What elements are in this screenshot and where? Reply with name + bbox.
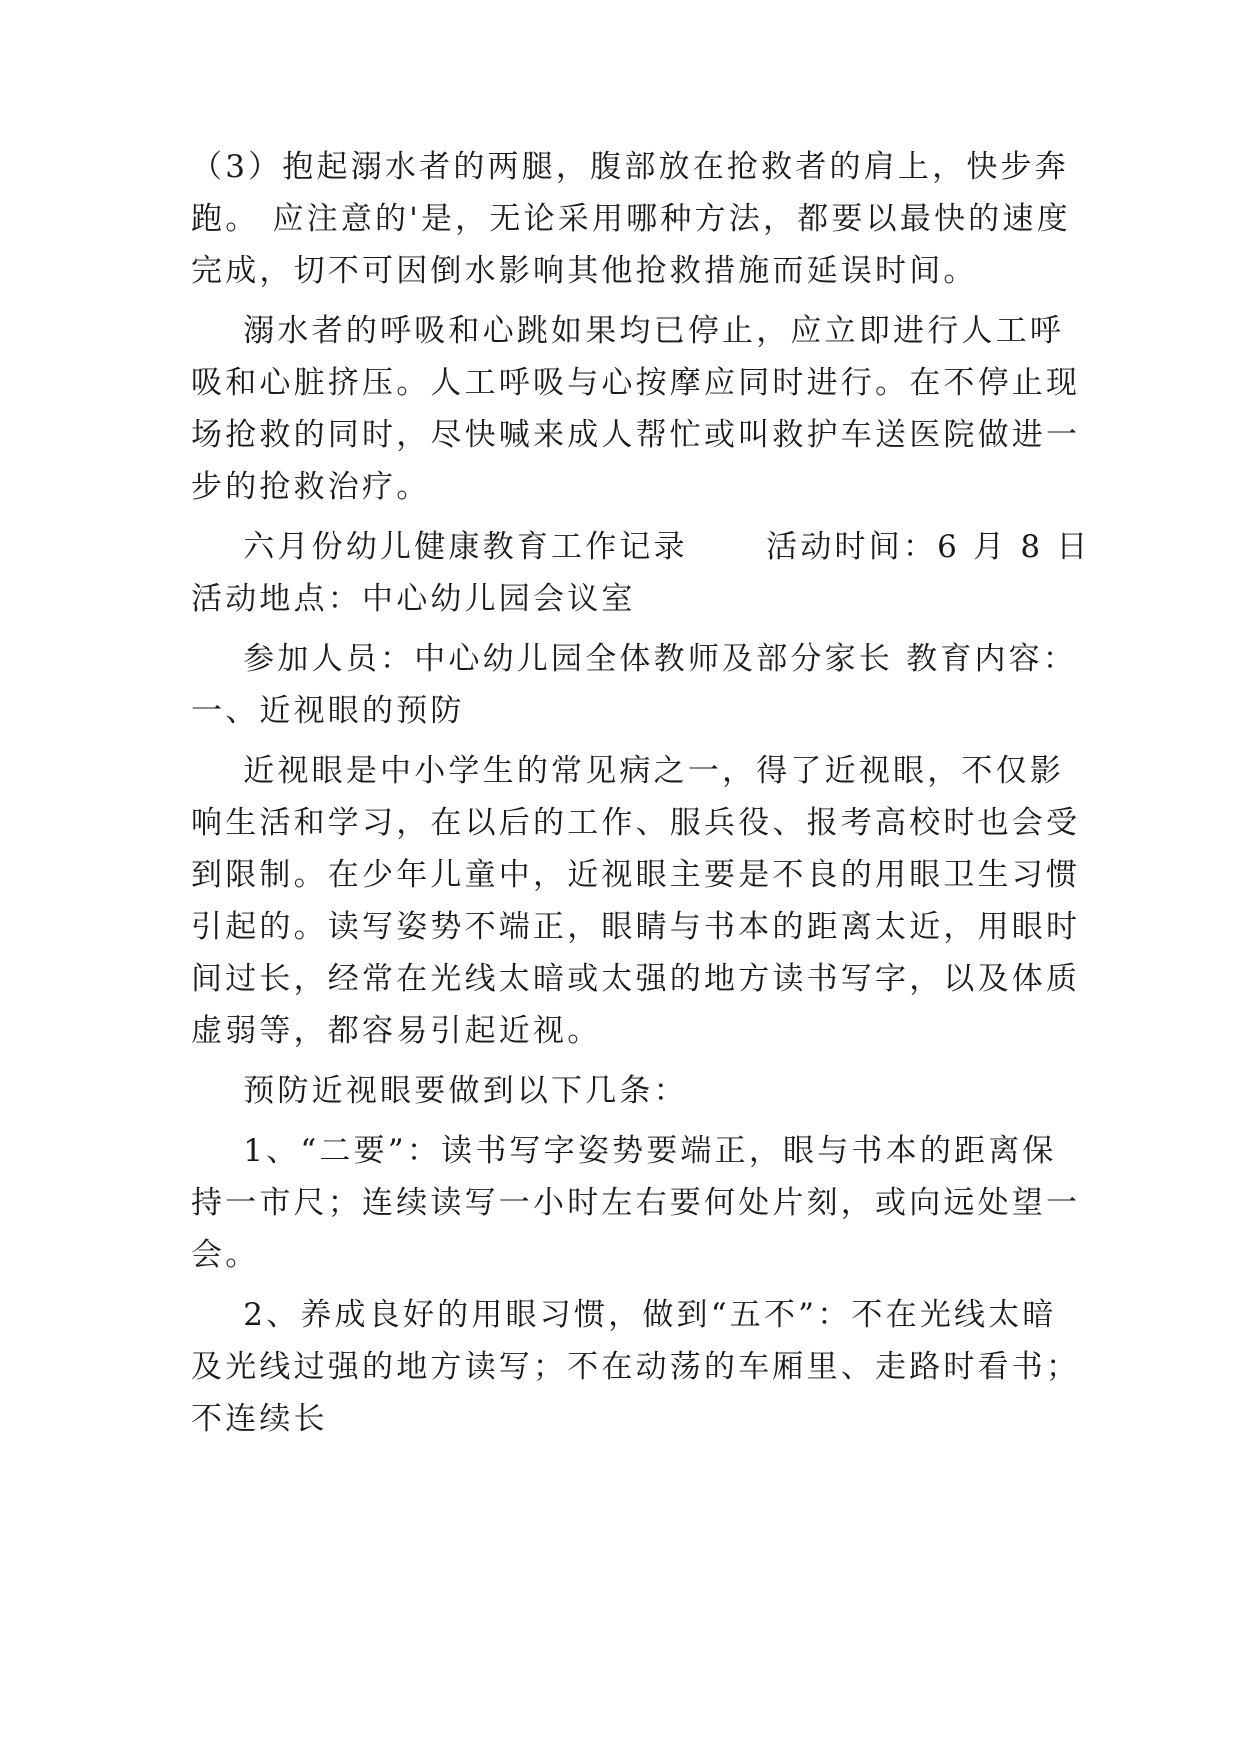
body-text-line: 跑。 应注意的'是，无论采用哪种方法，都要以最快的速度 <box>191 201 1071 237</box>
section-heading: 一、近视眼的预防 <box>191 693 465 729</box>
body-text-line: （3）抱起溺水者的两腿，腹部放在抢救者的肩上，快步奔 <box>191 149 1069 185</box>
body-text-line: 引起的。读写姿势不端正，眼睛与书本的距离太近，用眼时 <box>191 909 1081 945</box>
list-item-line: 2、养成良好的用眼习惯，做到“五不”：不在光线太暗 <box>191 1297 1057 1333</box>
body-text-line: 吸和心脏挤压。人工呼吸与心按摩应同时进行。在不停止现 <box>191 365 1081 401</box>
body-text-line: 到限制。在少年儿童中，近视眼主要是不良的用眼卫生习惯 <box>191 857 1081 893</box>
record-title-line: 六月份幼儿健康教育工作记录 活动时间：6 月 8 日 <box>191 529 1091 565</box>
list-item-line: 1、“二要”：读书写字姿势要端正，眼与书本的距离保 <box>191 1133 1057 1169</box>
body-text-line: 场抢救的同时，尽快喊来成人帮忙或叫救护车送医院做进一 <box>191 417 1081 453</box>
body-text-line: 响生活和学习，在以后的工作、服兵役、报考高校时也会受 <box>191 805 1081 841</box>
list-item-line: 及光线过强的地方读写；不在动荡的车厢里、走路时看书； <box>191 1349 1081 1385</box>
body-text-line: 近视眼是中小学生的常见病之一，得了近视眼，不仅影 <box>191 753 1065 789</box>
body-text-line: 虚弱等，都容易引起近视。 <box>191 1013 602 1049</box>
record-location-line: 活动地点：中心幼儿园会议室 <box>191 581 636 617</box>
body-text-line: 预防近视眼要做到以下几条： <box>191 1073 688 1109</box>
body-text-line: 间过长，经常在光线太暗或太强的地方读书写字，以及体质 <box>191 961 1081 997</box>
participants-line: 参加人员：中心幼儿园全体教师及部分家长 教育内容： <box>191 641 1078 677</box>
list-item-line: 会。 <box>191 1237 260 1273</box>
body-text-line: 完成，切不可因倒水影响其他抢救措施而延误时间。 <box>191 253 978 289</box>
body-text-line: 溺水者的呼吸和心跳如果均已停止，应立即进行人工呼 <box>191 313 1065 349</box>
body-text-line: 步的抢救治疗。 <box>191 469 431 505</box>
list-item-line: 不连续长 <box>191 1401 328 1437</box>
list-item-line: 持一市尺；连续读写一小时左右要何处片刻，或向远处望一 <box>191 1185 1081 1221</box>
